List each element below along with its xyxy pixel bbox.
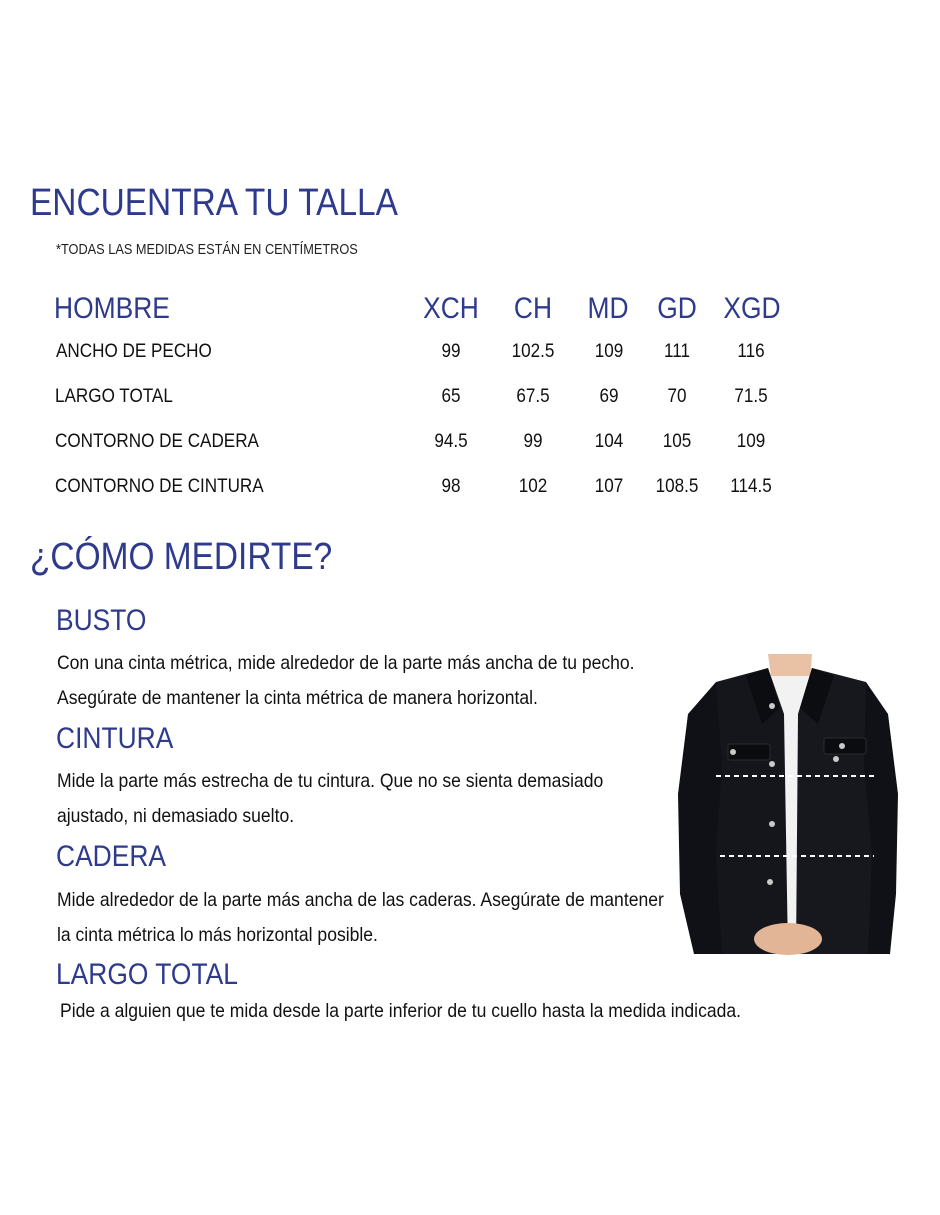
table-cell: 109	[594, 341, 624, 362]
table-cell: 102.5	[511, 341, 555, 362]
page-title: ENCUENTRA TU TALLA	[30, 182, 398, 224]
table-cell: 70	[667, 386, 687, 407]
table-cell: 67.5	[516, 386, 550, 407]
table-cell: 105	[662, 431, 692, 452]
denim-jacket-photo	[676, 654, 900, 976]
table-cell: 98	[441, 476, 461, 497]
measurement-note: *TODAS LAS MEDIDAS ESTÁN EN CENTÍMETROS	[56, 242, 358, 258]
table-cell: 107	[594, 476, 624, 497]
table-cell: 104	[594, 431, 624, 452]
table-cell: 114.5	[730, 476, 772, 497]
section-text-cadera: Mide alrededor de la parte más ancha de las caderas. Asegúrate de mantener la cinta métrica lo más horizontal posible.	[57, 889, 664, 946]
table-cell: 109	[736, 431, 766, 452]
table-cell: 65	[441, 386, 461, 407]
table-row	[0, 386, 940, 414]
row-label: CONTORNO DE CADERA	[55, 431, 259, 452]
row-label: ANCHO DE PECHO	[56, 341, 212, 362]
table-cell: 116	[737, 341, 765, 362]
table-cell: 69	[599, 386, 619, 407]
table-cell: 99	[441, 341, 461, 362]
table-row	[0, 476, 940, 504]
header-xch: XCH	[423, 292, 479, 325]
table-cell: 99	[523, 431, 543, 452]
section-heading-cadera: CADERA	[56, 840, 167, 873]
table-row	[0, 431, 940, 459]
section-heading-largo-total: LARGO TOTAL	[56, 958, 238, 991]
section-text-largo-total: Pide a alguien que te mida desde la parte inferior de tu cuello hasta la medida indicada.	[60, 1000, 742, 1022]
howto-title: ¿CÓMO MEDIRTE?	[30, 536, 333, 578]
section-text-busto: Con una cinta métrica, mide alrededor de la parte más ancha de tu pecho. Asegúrate de mantener la cinta métrica de manera horizontal.	[57, 652, 635, 709]
header-ch: CH	[513, 292, 553, 325]
header-xgd: XGD	[723, 292, 781, 325]
table-cell: 94.5	[434, 431, 468, 452]
table-row	[0, 341, 940, 369]
section-heading-cintura: CINTURA	[56, 722, 174, 755]
section-heading-busto: BUSTO	[56, 604, 147, 637]
table-cell: 71.5	[734, 386, 768, 407]
table-header	[0, 292, 940, 328]
section-text-cintura: Mide la parte más estrecha de tu cintura. Que no se sienta demasiado ajustado, ni demasiado suelto.	[57, 770, 604, 827]
header-md: MD	[587, 292, 629, 325]
table-cell: 102	[518, 476, 548, 497]
table-cell: 111	[663, 341, 690, 362]
header-hombre: HOMBRE	[54, 292, 170, 325]
table-cell: 108.5	[655, 476, 699, 497]
row-label: LARGO TOTAL	[55, 386, 173, 407]
header-gd: GD	[657, 292, 697, 325]
row-label: CONTORNO DE CINTURA	[55, 476, 264, 497]
